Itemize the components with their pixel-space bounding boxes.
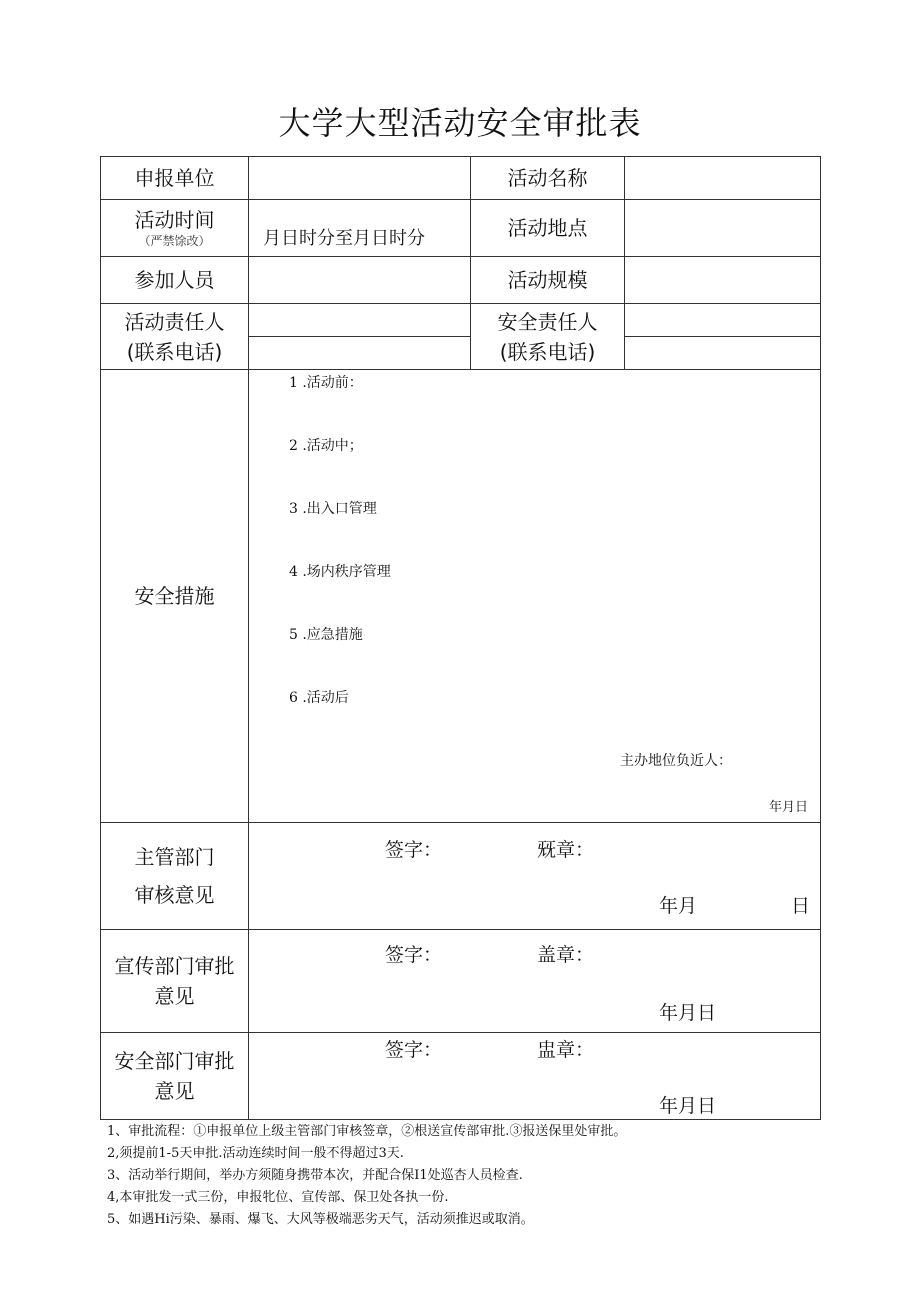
page-title: 大学大型活动安全审批表 <box>278 104 642 142</box>
row-publicity-approval <box>101 930 821 1033</box>
note-item: 3、活动举行期间，举办方须随身携带本次，并配合保I1处巡杏人员检查. <box>107 1168 523 1183</box>
security-label: 安全部门审批 <box>114 1049 235 1073</box>
unit-label-cell <box>101 157 249 200</box>
measures-label-cell <box>101 370 249 823</box>
event-name-label: 活动名称 <box>507 166 588 190</box>
scale-field[interactable] <box>625 257 821 304</box>
approval-form-table <box>100 156 821 1120</box>
measure-item: 4 .场内秩序管理 <box>289 564 391 580</box>
supervisor-label-cell <box>101 823 249 930</box>
measures-content <box>249 370 820 822</box>
event-name-field[interactable] <box>625 157 821 200</box>
supervisor-opinion-field[interactable] <box>249 823 821 930</box>
time-field[interactable] <box>249 200 471 257</box>
location-field[interactable] <box>625 200 821 257</box>
participants-field[interactable] <box>249 257 471 304</box>
measure-item: 1 .活动前： <box>289 375 363 391</box>
measure-item: 2 .活动中； <box>289 438 363 454</box>
measures-field[interactable] <box>249 370 821 823</box>
security-approval-content <box>249 1033 820 1119</box>
time-value: 月日时分至月日时分 <box>263 228 425 249</box>
supervisor-sign-label: 签字： <box>385 839 443 861</box>
note-item: 5、如遇Hi污染、暴雨、爆飞、大风等极端恶劣天气，活动须推迟或取消。 <box>107 1212 534 1227</box>
participants-label-cell <box>101 257 249 304</box>
publicity-opinion-field[interactable] <box>249 930 821 1033</box>
measure-item: 3 .出入口管理 <box>289 501 377 517</box>
row-time-location <box>101 200 821 257</box>
publicity-date: 年月日 <box>659 1002 717 1024</box>
publicity-seal-label: 盖章： <box>537 944 595 966</box>
supervisor-seal-label: 兓章： <box>537 839 595 861</box>
security-label-cell <box>101 1033 249 1120</box>
measure-item: 6 .活动后 <box>289 690 349 706</box>
time-label: 活动时间 <box>134 208 215 232</box>
note-item: 2,须提前1-5天申批.活动连续时间一般不得超过3天. <box>107 1146 404 1161</box>
scale-label: 活动规模 <box>507 268 588 292</box>
supervisor-date-d: 日 <box>791 895 811 917</box>
event-lead-label-cell <box>101 304 249 370</box>
publicity-label-2: 意见 <box>154 984 195 1008</box>
row-supervisor-approval <box>101 823 821 930</box>
participants-label: 参加人员 <box>134 268 215 292</box>
location-label-cell <box>471 200 625 257</box>
security-sign-label: 签字： <box>385 1039 443 1061</box>
supervisor-label-2: 审核意见 <box>134 883 215 907</box>
supervisor-approval-content <box>249 823 820 929</box>
scale-label-cell <box>471 257 625 304</box>
time-note: （严禁馀改） <box>138 234 211 248</box>
note-item: 1、审批流程：①申报单位上级主管部门审核签章，②根送宣传部审批.③报送保里处审批。 <box>107 1124 627 1139</box>
event-name-label-cell <box>471 157 625 200</box>
event-lead-label: 活动责任人 <box>124 309 225 334</box>
publicity-label-cell <box>101 930 249 1033</box>
note-item: 4,本审批发一式三份，申报牝位、宣传部、保卫处各执一份. <box>107 1190 449 1205</box>
safety-lead-label: 安全责任人 <box>497 309 598 334</box>
location-label: 活动地点 <box>507 216 588 240</box>
safety-lead-name-field[interactable] <box>625 304 821 337</box>
publicity-label: 宣传部门审批 <box>114 954 235 978</box>
security-label-2: 意见 <box>154 1079 195 1103</box>
row-unit-name <box>101 157 821 200</box>
event-lead-phone-field[interactable] <box>249 337 471 370</box>
host-responsible-label: 主办地位负近人： <box>620 753 732 769</box>
security-seal-label: 盅章： <box>537 1039 595 1061</box>
row-security-approval <box>101 1033 821 1120</box>
row-participants-scale <box>101 257 821 304</box>
event-lead-name-field[interactable] <box>249 304 471 337</box>
time-label-cell <box>101 200 249 257</box>
supervisor-label: 主管部门 <box>134 845 215 869</box>
unit-field[interactable] <box>249 157 471 200</box>
publicity-sign-label: 签字： <box>385 944 443 966</box>
notes-section <box>107 1121 827 1231</box>
row-responsible-top <box>101 304 821 337</box>
supervisor-date-ym: 年月 <box>659 895 698 917</box>
safety-lead-phone-field[interactable] <box>625 337 821 370</box>
security-date: 年月日 <box>659 1095 717 1117</box>
safety-lead-label-cell <box>471 304 625 370</box>
safety-lead-phone-label: (联系电话) <box>499 339 596 364</box>
measures-label: 安全措施 <box>134 584 215 608</box>
row-safety-measures <box>101 370 821 823</box>
publicity-approval-content <box>249 930 820 1032</box>
security-opinion-field[interactable] <box>249 1033 821 1120</box>
measures-date: 年月日 <box>768 800 808 815</box>
unit-label: 申报单位 <box>134 166 215 190</box>
measure-item: 5 .应急措施 <box>289 627 363 643</box>
event-lead-phone-label: (联系电话) <box>126 339 223 364</box>
